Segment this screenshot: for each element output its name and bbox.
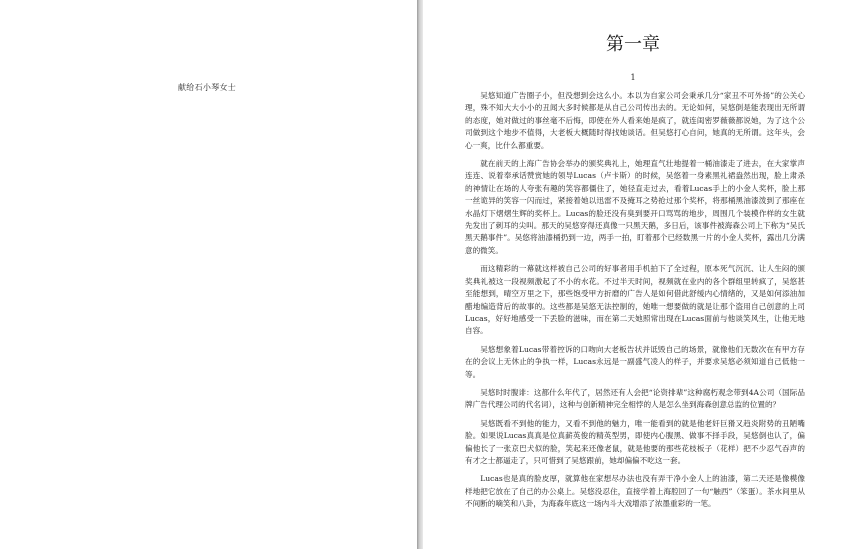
- paragraph: 吴悠时时腹诽：这都什么年代了，居然还有人会把“论资排辈”这种腐朽观念带到4A公司（国际品牌广告代理公司的代名词），这种与创新精神完全相悖的人是怎么坐到海森创意总监的位置的？: [465, 387, 805, 410]
- paragraph: 而这精彩的一幕就这样被自己公司的好事者用手机拍下了全过程，原本死气沉沉、让人生闷的颁奖典礼被这一段视频激起了不小的水花。不过半天时间，视频就在业内的各个群组里转疯了，吴悠甚至能想到，晴空万里之下，那些饱受甲方折磨的广告人是如何借此舒缓内心情绪的，又是如何添油加醋地编造背后的故事的。这些都是吴悠无法控制的，她唯一想要做的就是让那个盗用自己创意的上司Lucas，好好地感受一下丢脸的滋味，而在第二天她照常出现在Lucas面前与他谈笑风生，让他无地自容。: [465, 264, 805, 336]
- paragraph: 吴悠知道广告圈子小，但没想到会这么小。本以为自家公司会秉承几分“家丑不可外扬”的公关心理，殊不知大大小小的丑闻大多时候都是从自己公司传出去的。无论如何，吴悠倒是能表现出无所谓的态度，她对做过的事丝毫不后悔，即使在外人看来她是疯了，就连闺密罗薇薇都说她，为了这个公司做到这个地步不值得，大老板大概随时得找她谈话。但吴悠打心自问，她真的无所谓。这年头，会心一爽，比什么都重要。: [465, 91, 805, 150]
- right-page: [423, 0, 843, 549]
- chapter-body: [465, 90, 805, 517]
- paragraph: 就在前天的上海广告协会举办的颁奖典礼上，她理直气壮地提着一桶油漆走了进去，在大家掌声连连、说着奉承话赞赏她的领导Lucas（卢卡斯）的时候，吴悠着一身素黑礼裙盎然出现，脸上肃杀的神情让在场的人夸张有趣的笑容都僵住了，她径直走过去，看着Lucas手上的小金人奖杯，脸上那一丝诡异的笑容一闪而过，紧接着她以迅雷不及掩耳之势抢过那个奖杯，将那桶黑油漆泼到了那座在水晶灯下熠熠生辉的奖杯上。Lucas的脸还没有臭到要开口骂骂的地步，周围几个装模作样的女生就先发出了刺耳的尖叫。那天的吴悠穿得还真像一只黑天鹅，多日后，该事件被海森公司上下称为“吴氏黑天鹅事件”。吴悠将油漆桶扔到一边，两手一拍，盯着那个已经数黑一片的小金人奖杯，露出几分满意的微笑。: [465, 159, 805, 255]
- left-page: [0, 0, 417, 549]
- section-number: 1: [630, 73, 636, 82]
- chapter-title: 第一章: [606, 34, 660, 55]
- dedication-text: 献给石小琴女士: [178, 83, 237, 92]
- paragraph: 吴悠既看不到他的能力，又看不到他的魅力，唯一能看到的就是他老奸巨猾又趋炎附势的丑陋嘴脸。如果说Lucas真真是位真薪英俊的精英型男，即使内心腹黑、做事不择手段，吴悠倒也认了，偏偏他长了一张京巴犬似的脸，笑起来还像老鼠，就是他要的那些花枝板子（花样）把不少忍气吞声的有才之士都逼走了，只可惜到了吴悠跟前，她却偏偏不吃这一套。: [465, 418, 805, 465]
- paragraph: 吴悠想象着Lucas带着控诉的口吻向大老板告状并诋毁自己的场景，就像他们无数次在有甲方存在的会议上无休止的争执一样，Lucas永远是一副盛气凌人的样子，并要求吴悠必须知道自己低他一等。: [465, 344, 805, 379]
- paragraph: Lucas也是真的脸皮厚，就算他在家想尽办法也没有弄干净小金人上的油漆，第二天还是像模像样地把它放在了自己的办公桌上。吴悠没忍住，直接学着上海腔回了一句“触西”（笨蛋）。茶水间里从不间断的嘀笑和八卦，为海森年底这一场内斗大戏增添了浓墨重彩的一笔。: [465, 474, 805, 509]
